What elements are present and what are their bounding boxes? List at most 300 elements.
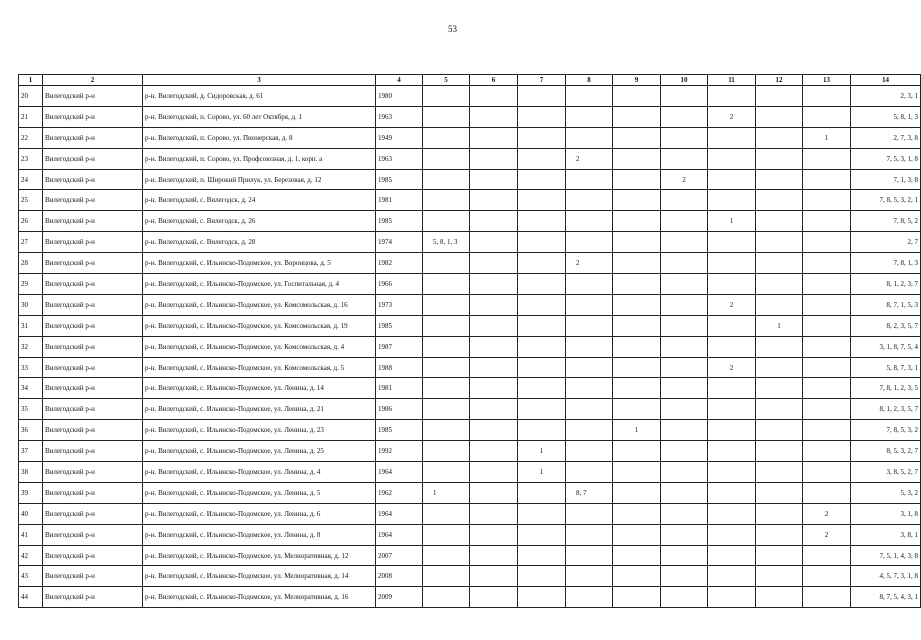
cell-year: 1966 [376,274,423,295]
column-header-12: 12 [756,75,803,86]
cell-year: 1981 [376,378,423,399]
cell-district: Вилегодский р-н [43,274,143,295]
cell-district: Вилегодский р-н [43,545,143,566]
cell-n: 23 [19,148,43,169]
cell-n: 29 [19,274,43,295]
cell-c6 [470,127,518,148]
cell-c12 [756,357,803,378]
cell-c13 [803,86,851,107]
cell-c7 [518,545,566,566]
cell-district: Вилегодский р-н [43,462,143,483]
cell-c14: 7, 5, 1, 4, 3, 8 [851,545,921,566]
cell-c5 [423,378,470,399]
cell-c10 [661,545,708,566]
cell-c12 [756,253,803,274]
cell-c6 [470,232,518,253]
cell-c6 [470,482,518,503]
column-header-1: 1 [19,75,43,86]
cell-c14: 3, 8, 5, 2, 7 [851,462,921,483]
cell-c9 [613,274,661,295]
cell-district: Вилегодский р-н [43,127,143,148]
cell-c13 [803,232,851,253]
cell-c5 [423,462,470,483]
cell-c8 [566,545,613,566]
cell-c6 [470,190,518,211]
cell-c6 [470,378,518,399]
cell-n: 40 [19,503,43,524]
cell-district: Вилегодский р-н [43,232,143,253]
cell-district: Вилегодский р-н [43,336,143,357]
table-row [19,545,921,566]
cell-c12 [756,441,803,462]
cell-c11: 2 [708,294,756,315]
cell-c12 [756,190,803,211]
table-row [19,106,921,127]
table-row [19,482,921,503]
cell-c6 [470,315,518,336]
cell-c11: 1 [708,211,756,232]
cell-year: 1987 [376,336,423,357]
cell-n: 41 [19,524,43,545]
cell-n: 26 [19,211,43,232]
column-header-4: 4 [376,75,423,86]
cell-district: Вилегодский р-н [43,253,143,274]
cell-c13 [803,399,851,420]
cell-c13 [803,441,851,462]
cell-address: р-н. Вилегодский, с. Ильинско-Подомское, ул. Ленина, д. 25 [143,441,376,462]
cell-n: 21 [19,106,43,127]
cell-n: 20 [19,86,43,107]
cell-c8 [566,462,613,483]
cell-n: 44 [19,587,43,608]
cell-c5: 5, 8, 1, 3 [423,232,470,253]
cell-c7 [518,148,566,169]
cell-c12 [756,127,803,148]
cell-address: р-н. Вилегодский, с. Ильинско-Подомское, ул. Ленина, д. 4 [143,462,376,483]
cell-c11 [708,274,756,295]
cell-c14: 2, 7 [851,232,921,253]
cell-c8 [566,378,613,399]
cell-c9 [613,294,661,315]
cell-c6 [470,336,518,357]
cell-c9 [613,503,661,524]
table-row [19,357,921,378]
cell-c11 [708,524,756,545]
table-row [19,336,921,357]
cell-address: р-н. Вилегодский, с. Ильинско-Подомское, ул. Госпитальная, д. 4 [143,274,376,295]
cell-c8 [566,106,613,127]
cell-c8 [566,294,613,315]
cell-c13 [803,462,851,483]
cell-c9 [613,169,661,190]
table-row [19,399,921,420]
cell-n: 27 [19,232,43,253]
cell-c11 [708,86,756,107]
cell-c7 [518,86,566,107]
table-row [19,232,921,253]
cell-c12 [756,462,803,483]
cell-address: р-н. Вилегодский, с. Ильинско-Подомское, ул. Воронцова, д. 5 [143,253,376,274]
cell-c5 [423,315,470,336]
cell-n: 30 [19,294,43,315]
column-header-9: 9 [613,75,661,86]
cell-c12 [756,274,803,295]
cell-c13 [803,545,851,566]
cell-c12 [756,545,803,566]
table-row [19,86,921,107]
cell-district: Вилегодский р-н [43,399,143,420]
cell-c8 [566,524,613,545]
cell-c5 [423,336,470,357]
cell-c14: 8, 5, 3, 2, 7 [851,441,921,462]
cell-c13 [803,294,851,315]
cell-year: 1962 [376,482,423,503]
cell-c8 [566,274,613,295]
cell-c6 [470,294,518,315]
cell-c8 [566,211,613,232]
table-row [19,524,921,545]
cell-c5 [423,148,470,169]
cell-c12 [756,232,803,253]
cell-c12 [756,524,803,545]
cell-address: р-н. Вилегодский, с. Ильинско-Подомское, ул. Ленина, д. 6 [143,503,376,524]
cell-c7 [518,587,566,608]
cell-c7 [518,315,566,336]
cell-c7 [518,106,566,127]
cell-year: 1992 [376,441,423,462]
cell-c14: 7, 8, 5, 2 [851,211,921,232]
column-header-14: 14 [851,75,921,86]
cell-address: р-н. Вилегодский, п. Сорово, ул. 60 лет Октября, д. 1 [143,106,376,127]
cell-c10 [661,315,708,336]
table-row [19,274,921,295]
cell-year: 1964 [376,524,423,545]
cell-n: 42 [19,545,43,566]
cell-c14: 8, 1, 2, 3, 5, 7 [851,399,921,420]
cell-c6 [470,524,518,545]
cell-c14: 2, 3, 1 [851,86,921,107]
cell-c9 [613,441,661,462]
cell-c7 [518,378,566,399]
cell-c10 [661,336,708,357]
cell-c7 [518,566,566,587]
cell-c7 [518,336,566,357]
cell-c14: 3, 8, 1 [851,524,921,545]
cell-c14: 7, 8, 1, 2, 3, 5 [851,378,921,399]
cell-c11 [708,148,756,169]
cell-c10 [661,462,708,483]
cell-district: Вилегодский р-н [43,148,143,169]
cell-c10 [661,106,708,127]
cell-c8 [566,420,613,441]
cell-c11 [708,399,756,420]
cell-c6 [470,357,518,378]
cell-c7 [518,169,566,190]
cell-c8 [566,441,613,462]
cell-c11 [708,503,756,524]
cell-c12 [756,169,803,190]
cell-c5 [423,566,470,587]
cell-address: р-н. Вилегодский, с. Ильинско-Подомское, ул. Мелиоративная, д. 14 [143,566,376,587]
cell-c11 [708,232,756,253]
cell-n: 31 [19,315,43,336]
cell-c8 [566,232,613,253]
cell-address: р-н. Вилегодский, с. Ильинско-Подомское, ул. Мелиоративная, д. 16 [143,587,376,608]
cell-year: 1964 [376,462,423,483]
cell-c5 [423,106,470,127]
cell-c9: 1 [613,420,661,441]
cell-c5 [423,357,470,378]
cell-c10 [661,503,708,524]
table-row [19,127,921,148]
cell-c11 [708,315,756,336]
cell-c7 [518,211,566,232]
cell-c9 [613,587,661,608]
cell-c11 [708,545,756,566]
column-header-2: 2 [43,75,143,86]
cell-c12 [756,106,803,127]
cell-c13 [803,190,851,211]
cell-c14: 7, 8, 5, 3, 2 [851,420,921,441]
table-row [19,148,921,169]
cell-address: р-н. Вилегодский, с. Ильинско-Подомское, ул. Ленина, д. 5 [143,482,376,503]
cell-c6 [470,503,518,524]
cell-c12 [756,503,803,524]
cell-c10 [661,399,708,420]
cell-c10 [661,190,708,211]
cell-c13: 1 [803,127,851,148]
cell-c13 [803,211,851,232]
table-row [19,420,921,441]
cell-c14: 3, 1, 8 [851,503,921,524]
cell-n: 34 [19,378,43,399]
cell-c10 [661,378,708,399]
cell-district: Вилегодский р-н [43,566,143,587]
cell-c7: 1 [518,462,566,483]
cell-c5 [423,399,470,420]
cell-n: 24 [19,169,43,190]
cell-c9 [613,462,661,483]
cell-c7 [518,420,566,441]
cell-n: 36 [19,420,43,441]
cell-c8 [566,357,613,378]
cell-address: р-н. Вилегодский, с. Вилегодск, д. 24 [143,190,376,211]
cell-year: 1982 [376,253,423,274]
cell-c13 [803,566,851,587]
cell-c5 [423,253,470,274]
cell-district: Вилегодский р-н [43,482,143,503]
cell-c11 [708,169,756,190]
cell-address: р-н. Вилегодский, п. Сорово, ул. Профсоюзная, д. 1, корп. а [143,148,376,169]
cell-c9 [613,399,661,420]
cell-c14: 8, 2, 3, 5, 7 [851,315,921,336]
cell-c14: 5, 8, 1, 3 [851,106,921,127]
cell-c10 [661,127,708,148]
cell-c5 [423,441,470,462]
table-row [19,378,921,399]
cell-c14: 7, 1, 3, 8 [851,169,921,190]
cell-c10 [661,482,708,503]
column-header-7: 7 [518,75,566,86]
cell-c13 [803,587,851,608]
cell-c11 [708,462,756,483]
cell-c12 [756,482,803,503]
cell-c13 [803,274,851,295]
cell-c8 [566,336,613,357]
cell-address: р-н. Вилегодский, с. Ильинско-Подомское, ул. Ленина, д. 23 [143,420,376,441]
cell-c5 [423,524,470,545]
table-row [19,441,921,462]
cell-c13 [803,315,851,336]
cell-c9 [613,524,661,545]
cell-c11 [708,587,756,608]
cell-c9 [613,106,661,127]
cell-c10 [661,357,708,378]
cell-c11 [708,566,756,587]
cell-year: 1988 [376,357,423,378]
cell-n: 37 [19,441,43,462]
cell-year: 1974 [376,232,423,253]
cell-c5 [423,274,470,295]
cell-c14: 2, 7, 3, 8 [851,127,921,148]
cell-year: 1986 [376,399,423,420]
cell-c7 [518,482,566,503]
cell-district: Вилегодский р-н [43,190,143,211]
cell-c10 [661,420,708,441]
cell-c10 [661,253,708,274]
cell-n: 25 [19,190,43,211]
cell-address: р-н. Вилегодский, с. Ильинско-Подомское, ул. Комсомольская, д. 16 [143,294,376,315]
cell-c14: 7, 8, 5, 3, 2, 1 [851,190,921,211]
cell-c11: 2 [708,106,756,127]
cell-c14: 5, 3, 2 [851,482,921,503]
cell-address: р-н. Вилегодский, с. Ильинско-Подомское, ул. Ленина, д. 8 [143,524,376,545]
cell-c14: 8, 7, 5, 4, 3, 1 [851,587,921,608]
cell-address: р-н. Вилегодский, д. Сидоровская, д. 61 [143,86,376,107]
cell-c9 [613,315,661,336]
cell-n: 43 [19,566,43,587]
cell-district: Вилегодский р-н [43,357,143,378]
cell-c12 [756,86,803,107]
cell-year: 1985 [376,315,423,336]
cell-c13 [803,336,851,357]
cell-address: р-н. Вилегодский, с. Ильинско-Подомское, ул. Мелиоративная, д. 12 [143,545,376,566]
cell-c9 [613,211,661,232]
cell-c13 [803,357,851,378]
cell-c6 [470,545,518,566]
cell-c13: 2 [803,503,851,524]
cell-c5 [423,587,470,608]
cell-c8: 2 [566,148,613,169]
cell-c8 [566,503,613,524]
cell-c12 [756,294,803,315]
cell-c5 [423,86,470,107]
cell-c12 [756,336,803,357]
cell-address: р-н. Вилегодский, с. Ильинско-Подомское, ул. Комсомольская, д. 19 [143,315,376,336]
cell-c14: 8, 7, 1, 5, 3 [851,294,921,315]
table-row [19,503,921,524]
cell-c8 [566,566,613,587]
cell-c10 [661,86,708,107]
cell-address: р-н. Вилегодский, с. Ильинско-Подомское, ул. Комсомольская, д. 4 [143,336,376,357]
cell-district: Вилегодский р-н [43,524,143,545]
cell-c6 [470,169,518,190]
cell-c9 [613,566,661,587]
cell-n: 28 [19,253,43,274]
cell-c9 [613,86,661,107]
cell-c6 [470,106,518,127]
cell-c10 [661,524,708,545]
cell-c7 [518,232,566,253]
cell-district: Вилегодский р-н [43,106,143,127]
cell-district: Вилегодский р-н [43,420,143,441]
cell-year: 1980 [376,86,423,107]
cell-year: 1985 [376,169,423,190]
cell-address: р-н. Вилегодский, с. Ильинско-Подомское, ул. Ленина, д. 21 [143,399,376,420]
cell-c12 [756,148,803,169]
cell-c5 [423,190,470,211]
cell-c12 [756,587,803,608]
cell-c10 [661,232,708,253]
column-header-8: 8 [566,75,613,86]
cell-c8 [566,399,613,420]
column-header-3: 3 [143,75,376,86]
cell-c13 [803,482,851,503]
cell-c11 [708,378,756,399]
cell-c7 [518,524,566,545]
cell-c7 [518,357,566,378]
cell-c5 [423,169,470,190]
cell-c9 [613,127,661,148]
cell-c9 [613,253,661,274]
cell-c7 [518,253,566,274]
cell-c13 [803,253,851,274]
cell-district: Вилегодский р-н [43,315,143,336]
cell-district: Вилегодский р-н [43,294,143,315]
cell-c13 [803,148,851,169]
header-row [19,75,921,86]
cell-c14: 8, 1, 2, 3, 7 [851,274,921,295]
table-row [19,253,921,274]
cell-c10 [661,441,708,462]
cell-c12 [756,399,803,420]
cell-c5 [423,420,470,441]
cell-c10: 2 [661,169,708,190]
cell-c6 [470,86,518,107]
data-table [18,74,921,608]
cell-c8: 8, 7 [566,482,613,503]
cell-c12 [756,378,803,399]
cell-address: р-н. Вилегодский, с. Ильинско-Подомское, ул. Ленина, д. 14 [143,378,376,399]
cell-district: Вилегодский р-н [43,441,143,462]
cell-c7 [518,127,566,148]
cell-c12 [756,566,803,587]
cell-c14: 7, 8, 1, 3 [851,253,921,274]
cell-district: Вилегодский р-н [43,86,143,107]
table-row [19,169,921,190]
column-header-11: 11 [708,75,756,86]
cell-n: 39 [19,482,43,503]
cell-year: 1985 [376,211,423,232]
column-header-13: 13 [803,75,851,86]
cell-c11 [708,253,756,274]
cell-address: р-н. Вилегодский, п. Широкий Прилук, ул. Березовая, д. 12 [143,169,376,190]
cell-c11 [708,420,756,441]
cell-c9 [613,190,661,211]
cell-c5: 1 [423,482,470,503]
cell-c6 [470,399,518,420]
cell-c10 [661,274,708,295]
